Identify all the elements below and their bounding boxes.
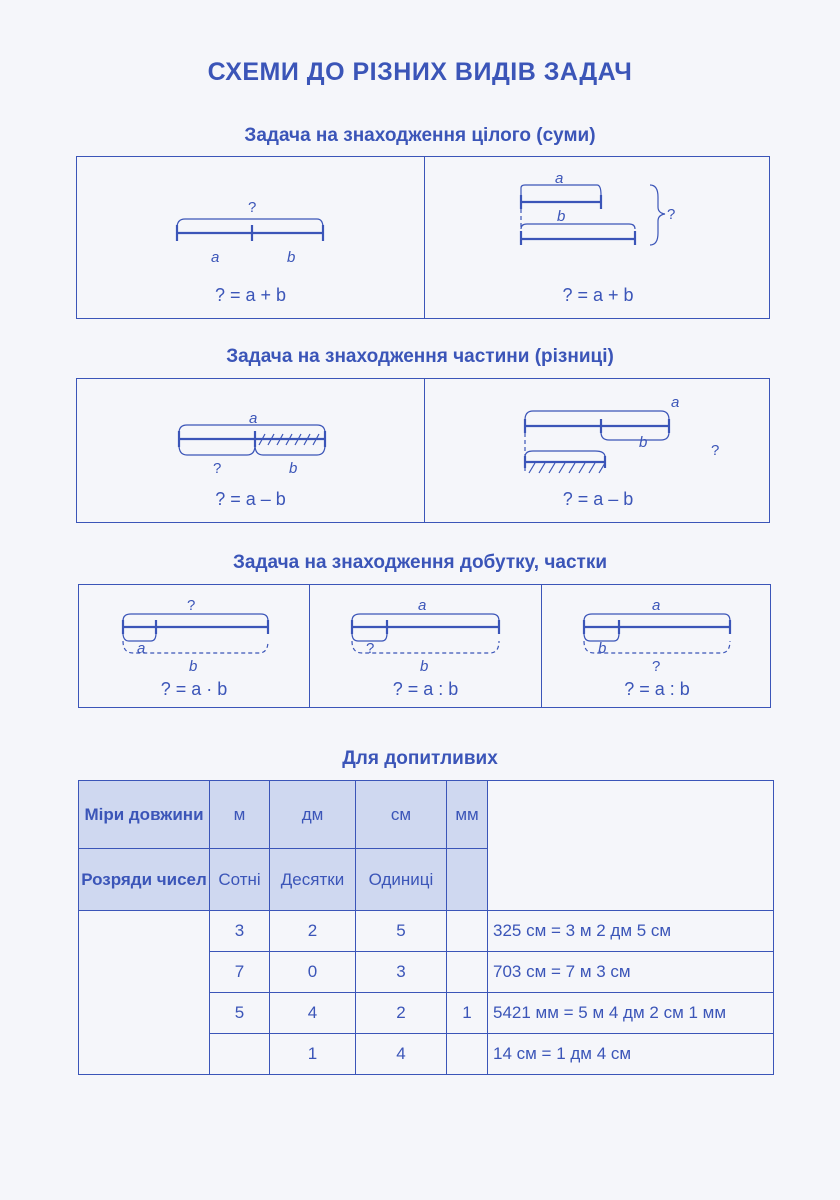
section-title-difference: Задача на знаходження частини (різниці) [226, 346, 614, 367]
product-cell-2-bottom-label: b [420, 658, 429, 675]
table-note: 325 см = 3 м 2 дм 5 см [488, 911, 774, 952]
units-table [78, 780, 774, 1075]
table-note: 703 см = 7 м 3 см [488, 952, 774, 993]
table-cell: 4 [270, 993, 356, 1034]
difference-left-formula: ? = a – b [215, 489, 286, 509]
product-cell-1-formula: ? = a · b [160, 679, 228, 699]
table-cell [210, 1034, 270, 1075]
table-cell: 2 [270, 911, 356, 952]
table-note: 5421 мм = 5 м 4 дм 2 см 1 мм [488, 993, 774, 1034]
table-cell: 7 [210, 952, 270, 993]
product-cell-1-top-label: ? [187, 597, 196, 614]
sum-right-curly-brace [650, 185, 665, 245]
sum-left-label-b: b [287, 249, 296, 266]
table-cell [447, 1034, 488, 1075]
table-cell: 3 [210, 911, 270, 952]
sum-left-formula: ? = a + b [214, 285, 287, 305]
product-cell-1 [79, 585, 309, 707]
sum-right-brace-label: ? [667, 206, 676, 223]
table-cell: 5 [356, 911, 447, 952]
product-cell-2-small-label: ? [366, 640, 375, 657]
product-cell-2-formula: ? = a : b [392, 679, 459, 699]
units-row [79, 781, 774, 849]
table-cell [447, 911, 488, 952]
difference-left-top-label: a [249, 410, 258, 427]
table-cell: 1 [270, 1034, 356, 1075]
left-blank-cell [79, 911, 210, 1075]
difference-right-label-b: b [639, 434, 648, 451]
product-cell-3-formula: ? = a : b [624, 679, 690, 699]
header-blank [488, 781, 774, 911]
table-cell: 0 [270, 952, 356, 993]
sum-panel [76, 156, 770, 319]
product-cell-2-top-label: a [418, 597, 427, 614]
product-cell-2 [309, 585, 541, 707]
sum-left-label-a: a [211, 249, 220, 266]
sum-left-top-brace [177, 219, 323, 228]
unit-mm: мм [447, 781, 488, 849]
difference-right-top-label: a [671, 394, 680, 411]
product-cell-1-bottom-label: b [189, 658, 198, 675]
sum-right-scheme [424, 157, 771, 318]
table-note: 14 см = 1 дм 4 см [488, 1034, 774, 1075]
difference-left-scheme [77, 379, 424, 522]
sum-right-formula: ? = a + b [562, 285, 634, 305]
product-cell-3-top-label: a [652, 597, 661, 614]
measures-label: Міри довжини [79, 781, 210, 849]
difference-right-label-q: ? [711, 442, 720, 459]
sum-right-label-b: b [557, 208, 566, 225]
digits-label: Розряди чисел [79, 849, 210, 911]
unit-cm: см [356, 781, 447, 849]
sum-left-top-label: ? [248, 199, 257, 216]
sum-right-label-a: a [555, 170, 564, 187]
unit-dm: дм [270, 781, 356, 849]
table-cell: 1 [447, 993, 488, 1034]
place-hundreds: Сотні [210, 849, 270, 911]
table-cell: 5 [210, 993, 270, 1034]
difference-right-hatch [529, 463, 605, 473]
difference-right-scheme [424, 379, 771, 522]
table-row [79, 911, 774, 952]
product-cell-3 [541, 585, 772, 707]
sum-left-scheme [77, 157, 424, 318]
page-title: СХЕМИ ДО РІЗНИХ ВИДІВ ЗАДАЧ [207, 58, 633, 86]
difference-left-label-q: ? [213, 460, 222, 477]
place-ones: Одиниці [356, 849, 447, 911]
difference-right-formula: ? = a – b [562, 489, 634, 509]
section-title-product: Задача на знаходження добутку, частки [232, 552, 608, 573]
section-title-curious: Для допитливих [342, 748, 498, 769]
section-title-sum: Задача на знаходження цілого (суми) [244, 125, 596, 146]
difference-left-label-b: b [289, 460, 298, 477]
product-cell-3-bottom-label: ? [652, 658, 661, 675]
difference-panel [76, 378, 770, 523]
product-cell-3-small-label: b [598, 640, 607, 657]
table-cell: 3 [356, 952, 447, 993]
place-blank [447, 849, 488, 911]
table-cell [447, 952, 488, 993]
table-cell: 2 [356, 993, 447, 1034]
product-panel [78, 584, 771, 708]
place-tens: Десятки [270, 849, 356, 911]
product-cell-1-small-label: a [137, 640, 146, 657]
table-cell: 4 [356, 1034, 447, 1075]
unit-m: м [210, 781, 270, 849]
